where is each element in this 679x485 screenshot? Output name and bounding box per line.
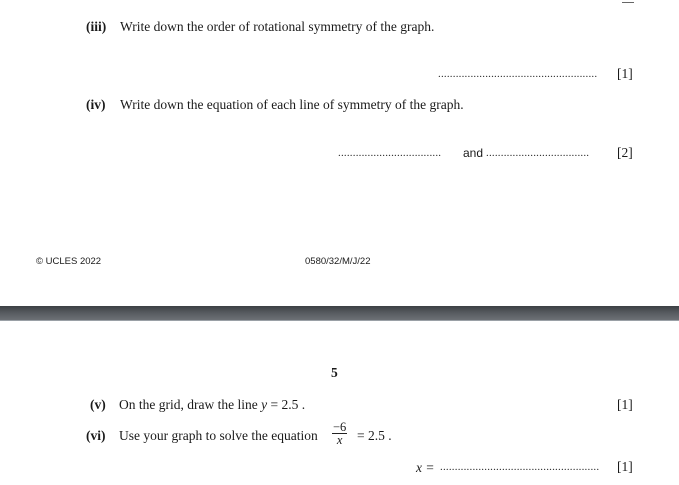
copyright-footer: © UCLES 2022 (36, 256, 102, 267)
question-text-vi: Use your graph to solve the equation (119, 428, 318, 443)
page-separator (0, 306, 679, 320)
question-text-v: On the grid, draw the line y = 2.5 . (119, 397, 306, 412)
paper-code-footer: 0580/32/M/J/22 (305, 256, 371, 267)
question-text-iii: Write down the order of rotational symmetry of the graph. (120, 19, 435, 34)
previous-marks-bracket (622, 0, 634, 3)
question-number-iii: (iii) (86, 19, 107, 34)
answer-label-vi: x = (416, 460, 435, 475)
answer-line-vi: ...................................................... (440, 461, 600, 473)
equation-rhs: = 2.5 . (357, 428, 392, 443)
and-label: and (463, 146, 484, 160)
marks-iv: [2] (617, 145, 633, 160)
marks-iii: [1] (617, 66, 633, 81)
marks-v: [1] (617, 397, 633, 412)
question-number-v: (v) (90, 397, 106, 412)
answer-line-iv-first: ................................... (338, 147, 442, 159)
answer-line-iii: ...................................................... (438, 68, 598, 80)
equation-fraction: $\frac{-6}{x}$ (333, 420, 347, 447)
question-number-vi: (vi) (86, 428, 106, 443)
page-number: 5 (331, 365, 338, 380)
answer-line-iv-second: ................................... (486, 147, 590, 159)
question-number-iv: (iv) (86, 97, 106, 112)
page-separator-edge (0, 320, 679, 321)
marks-vi: [1] (617, 459, 633, 474)
question-text-iv: Write down the equation of each line of symmetry of the graph. (120, 97, 464, 112)
